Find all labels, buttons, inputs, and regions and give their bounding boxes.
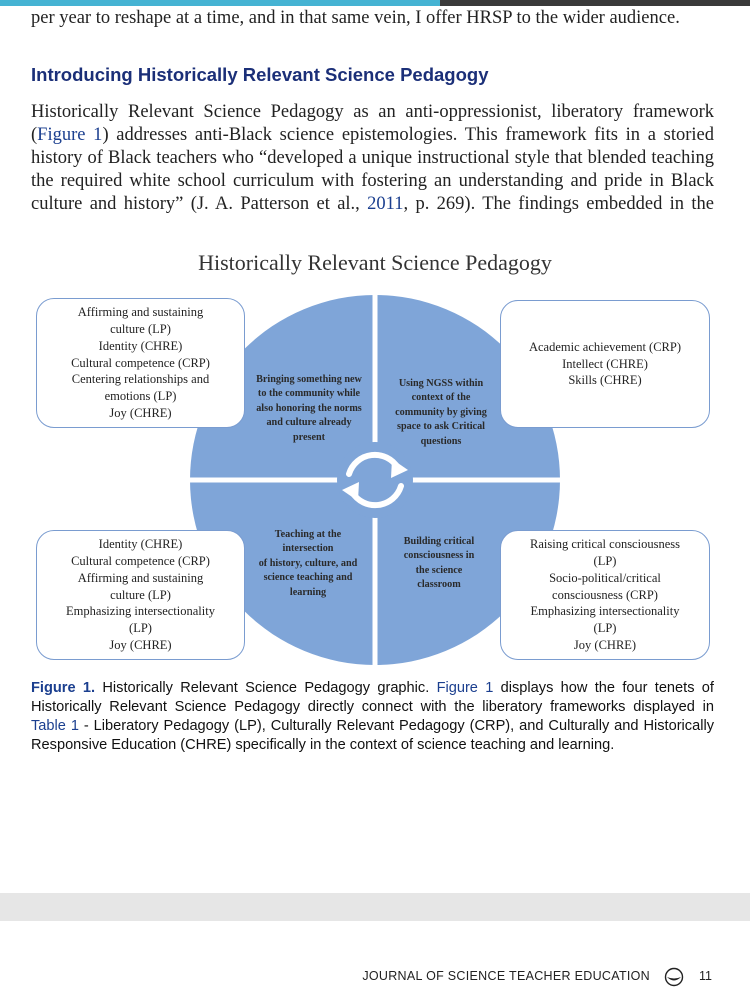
quadrant-top-right: Using NGSS within context of the community by giving space to ask Critical questions	[395, 378, 487, 447]
paragraph-line: (Figure 1) addresses anti-Black science epistemologies. This framework fits in a storied	[31, 125, 714, 145]
intro-line: per year to reshape at a time, and in that same vein, I offer HRSP to the wider audience.	[31, 8, 680, 28]
journal-name: JOURNAL OF SCIENCE TEACHER EDUCATION	[362, 969, 650, 983]
section-heading: Introducing Historically Relevant Science Pedagogy	[31, 64, 489, 85]
figure-caption-line: Table 1 - Liberatory Pedagogy (LP), Culturally Relevant Pedagogy (CRP), and Culturally and Historically	[31, 718, 714, 734]
paragraph-line: Historically Relevant Science Pedagogy as an anti-oppressionist, liberatory framework	[31, 102, 714, 122]
paragraph-line: culture and history” (J. A. Patterson et al., 2011, p. 269). The findings embedded in the	[31, 194, 714, 214]
box-bottom-right: Raising critical consciousness (LP) Socio-political/critical consciousness (CRP) Emphasizing intersectionality (LP) Joy (CHRE)	[500, 530, 710, 660]
caption-table-link[interactable]: Table 1	[31, 718, 79, 734]
page-divider-band	[0, 893, 750, 921]
paragraph-line: history of Black teachers who “developed a unique instructional style that blended teaching	[31, 148, 714, 168]
box-top-right: Academic achievement (CRP) Intellect (CHRE) Skills (CHRE)	[500, 300, 710, 428]
caption-label: Figure 1.	[31, 680, 96, 696]
box-top-left: Affirming and sustaining culture (LP) Identity (CHRE) Cultural competence (CRP) Centering relationships and emotions (LP) Joy (CHRE)	[36, 298, 245, 428]
box-bottom-left: Identity (CHRE) Cultural competence (CRP) Affirming and sustaining culture (LP) Emphasizing intersectionality (LP) Joy (CHRE)	[36, 530, 245, 660]
caption-figure-link[interactable]: Figure 1	[436, 680, 494, 696]
figure-caption-line: Historically Relevant Science Pedagogy directly connect with the liberatory frameworks displayed in	[31, 699, 714, 715]
figure-title: Historically Relevant Science Pedagogy	[198, 250, 552, 275]
figure-caption-line: Figure 1. Historically Relevant Science Pedagogy graphic. Figure 1 displays how the four tenets of	[31, 680, 714, 696]
quadrant-bottom-left: Teaching at the intersection of history, culture, and science teaching and learning	[258, 529, 358, 598]
paragraph-line: the required white school curriculum with fostering an understanding and pride in Black	[31, 171, 714, 191]
page-number: 11	[699, 969, 712, 983]
figure-1-link[interactable]: Figure 1	[37, 125, 103, 145]
quadrant-bottom-right: Building critical consciousness in the science classroom	[403, 536, 475, 591]
figure-caption-line: Responsive Education (CHRE) specifically in the context of science teaching and learning.	[31, 737, 615, 753]
citation-link[interactable]: 2011	[367, 194, 404, 214]
publisher-logo-icon	[664, 967, 684, 987]
quadrant-top-left: Bringing something new to the community while also honoring the norms and culture already present	[256, 374, 362, 443]
